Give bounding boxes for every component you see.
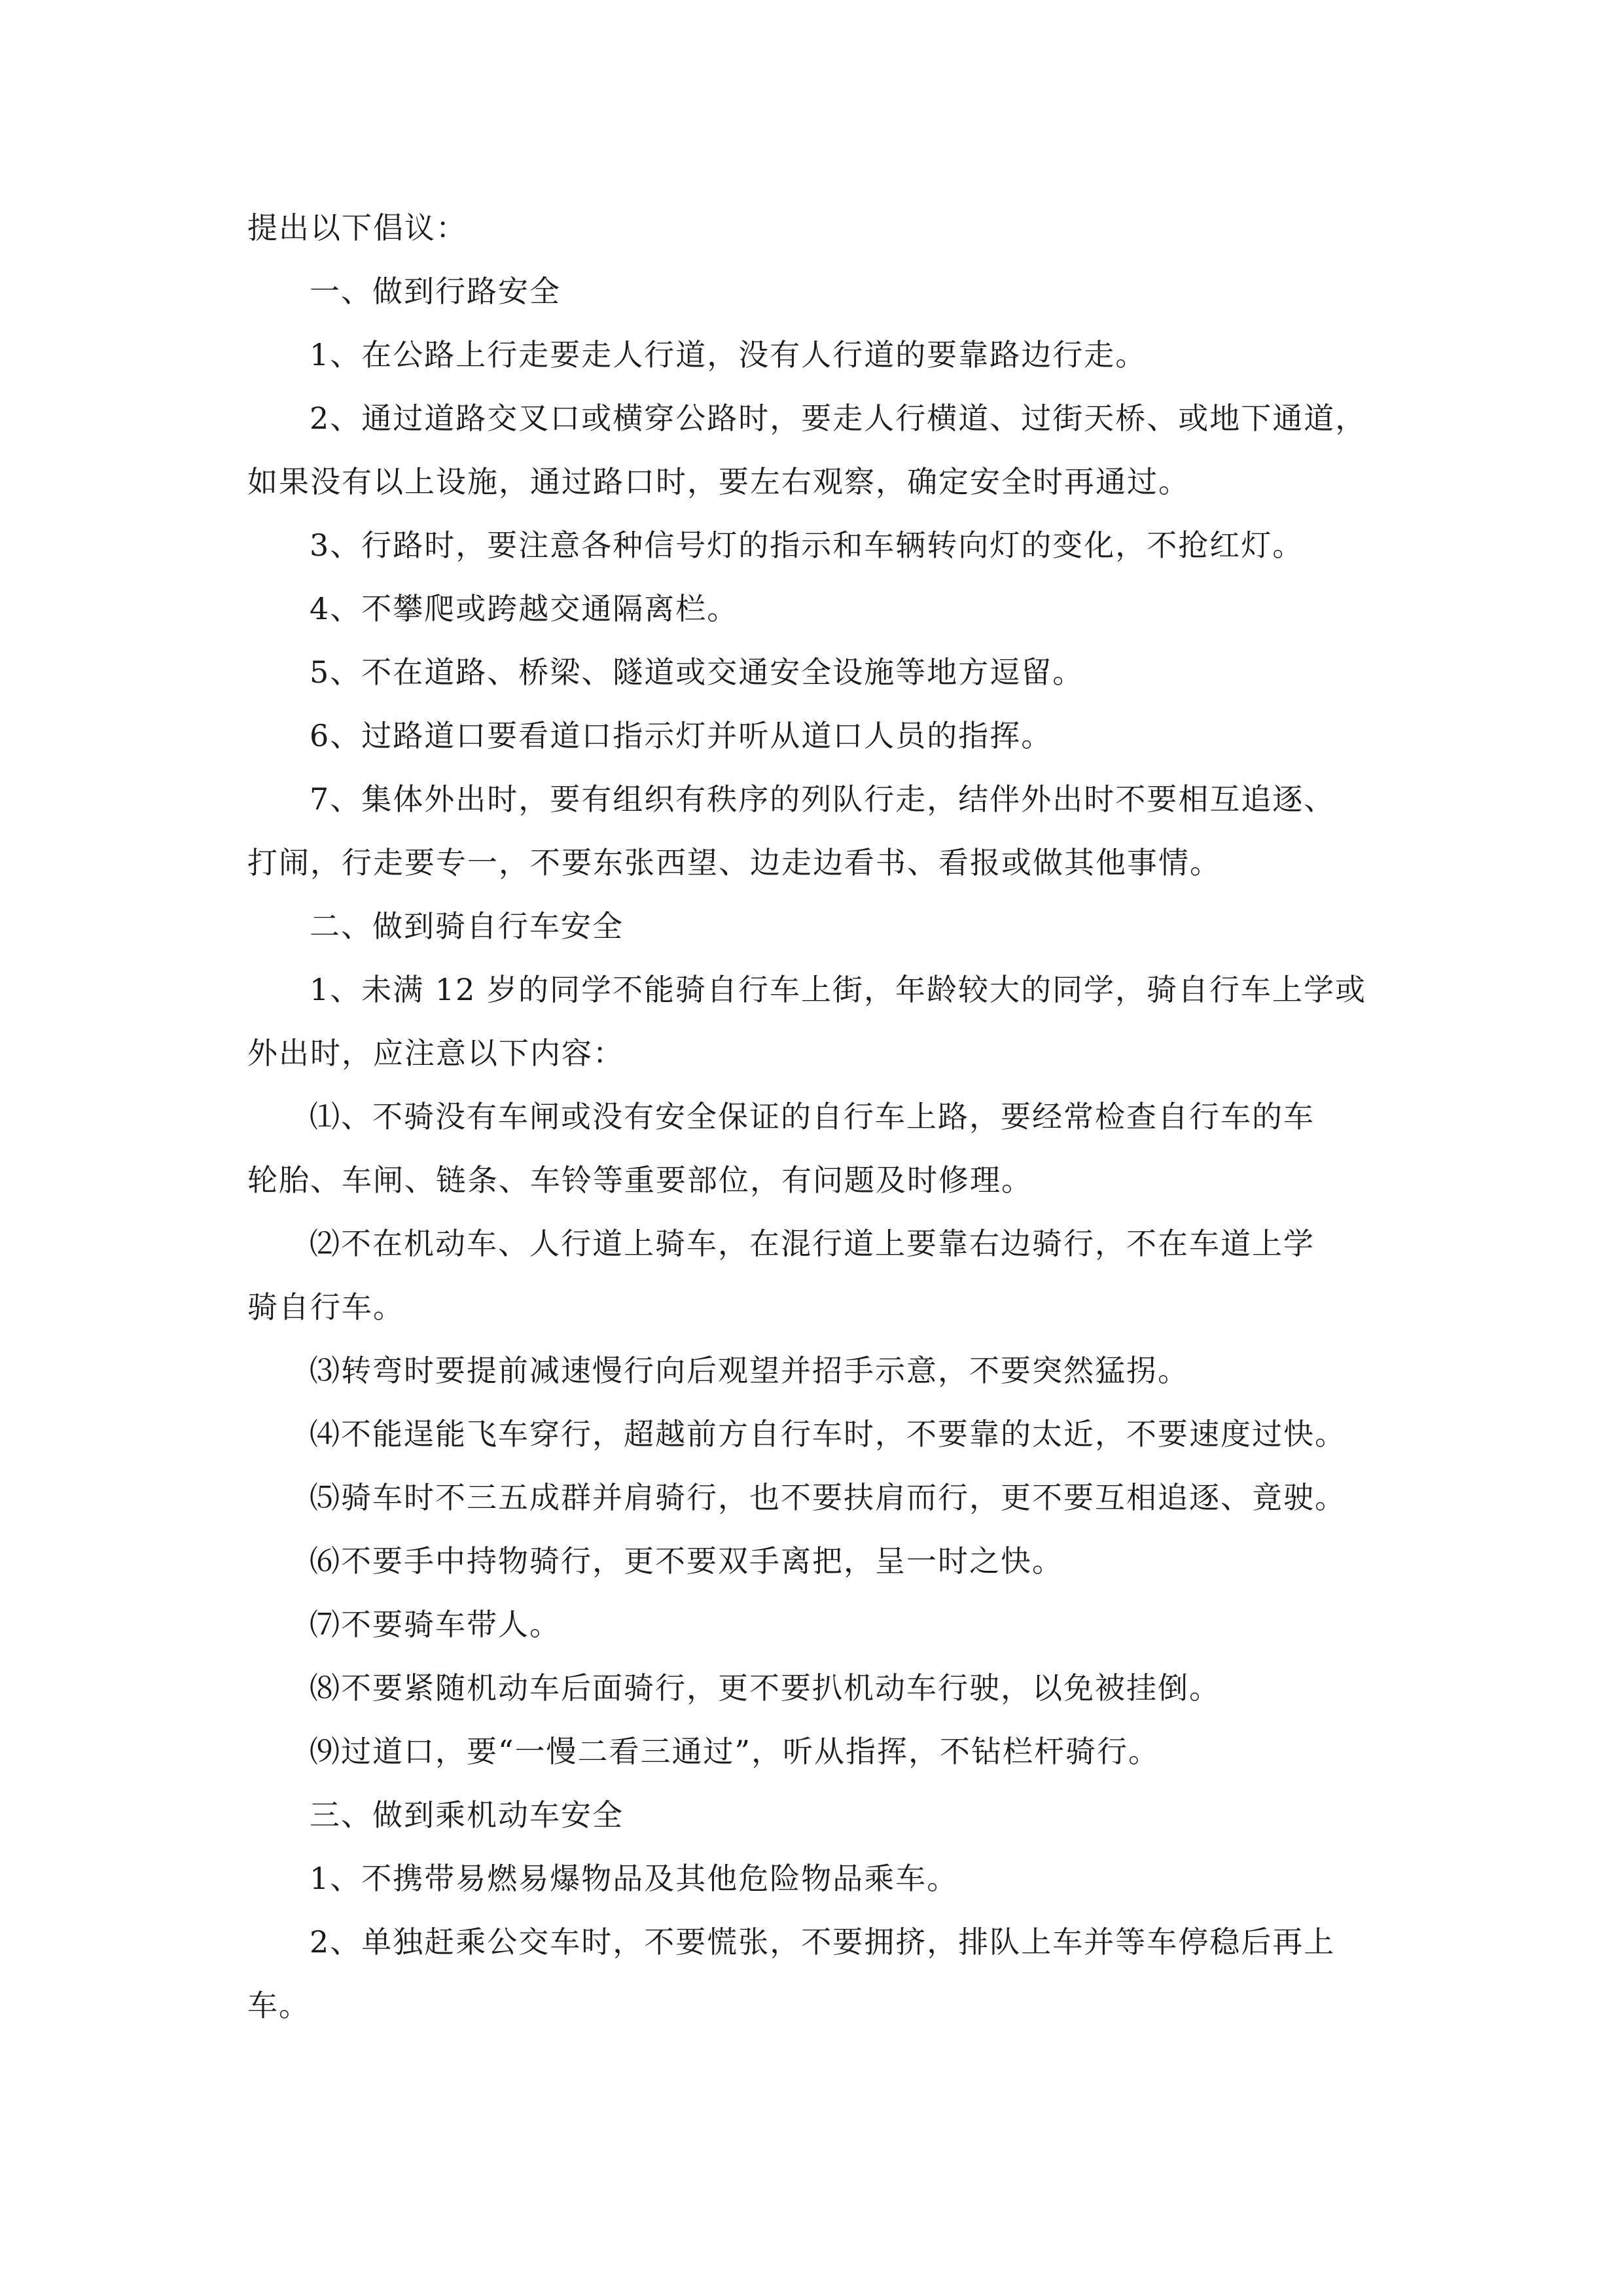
text-line: 4、不攀爬或跨越交通隔离栏。 <box>310 591 739 626</box>
section-heading: 一、做到行路安全 <box>310 274 561 309</box>
text-line: 骑自行车。 <box>247 1289 404 1325</box>
text-line: ⑺不要骑车带人。 <box>310 1607 561 1642</box>
text-line: 1、不携带易燃易爆物品及其他危险物品乘车。 <box>310 1861 959 1896</box>
text-line: ⑷不能逞能飞车穿行，超越前方自行车时，不要靠的太近，不要速度过快。 <box>310 1416 1346 1452</box>
text-line: ⑴、不骑没有车闸或没有安全保证的自行车上路，要经常检查自行车的车 <box>310 1099 1315 1134</box>
text-line: 3、行路时，要注意各种信号灯的指示和车辆转向灯的变化，不抢红灯。 <box>310 528 1304 563</box>
text-line: ⑸骑车时不三五成群并肩骑行，也不要扶肩而行，更不要互相追逐、竟驶。 <box>310 1480 1346 1515</box>
text-line: 如果没有以上设施，通过路口时，要左右观察，确定安全时再通过。 <box>247 464 1190 499</box>
text-line: ⑹不要手中持物骑行，更不要双手离把，呈一时之快。 <box>310 1543 1063 1579</box>
text-line: 轮胎、车闸、链条、车铃等重要部位，有问题及时修理。 <box>247 1162 1033 1198</box>
text-line: 提出以下倡议： <box>247 210 467 245</box>
section-heading: 三、做到乘机动车安全 <box>310 1797 624 1833</box>
text-line: 2、单独赶乘公交车时，不要慌张，不要拥挤，排队上车并等车停稳后再上 <box>310 1924 1336 1960</box>
text-line: 车。 <box>247 1988 310 2023</box>
section-heading: 二、做到骑自行车安全 <box>310 908 624 944</box>
text-line: 7、集体外出时，要有组织有秩序的列队行走，结伴外出时不要相互追逐、 <box>310 781 1336 817</box>
text-line: 外出时，应注意以下内容： <box>247 1035 624 1071</box>
text-line: ⑻不要紧随机动车后面骑行，更不要扒机动车行驶，以免被挂倒。 <box>310 1670 1221 1706</box>
text-line: 6、过路道口要看道口指示灯并听从道口人员的指挥。 <box>310 718 1053 753</box>
text-line: ⑼过道口，要“一慢二看三通过”，听从指挥，不钻栏杆骑行。 <box>310 1734 1160 1769</box>
text-line: 打闹，行走要专一，不要东张西望、边走边看书、看报或做其他事情。 <box>247 845 1221 880</box>
text-line: ⑵不在机动车、人行道上骑车，在混行道上要靠右边骑行，不在车道上学 <box>310 1226 1315 1261</box>
text-line: 1、未满 12 岁的同学不能骑自行车上街，年龄较大的同学，骑自行车上学或 <box>310 972 1367 1007</box>
text-line: 1、在公路上行走要走人行道，没有人行道的要靠路边行走。 <box>310 337 1147 372</box>
text-line: ⑶转弯时要提前减速慢行向后观望并招手示意，不要突然猛拐。 <box>310 1353 1189 1388</box>
text-line: 2、通过道路交叉口或横穿公路时，要走人行横道、过街天桥、或地下通道， <box>310 401 1367 436</box>
text-line: 5、不在道路、桥梁、隧道或交通安全设施等地方逗留。 <box>310 655 1084 690</box>
